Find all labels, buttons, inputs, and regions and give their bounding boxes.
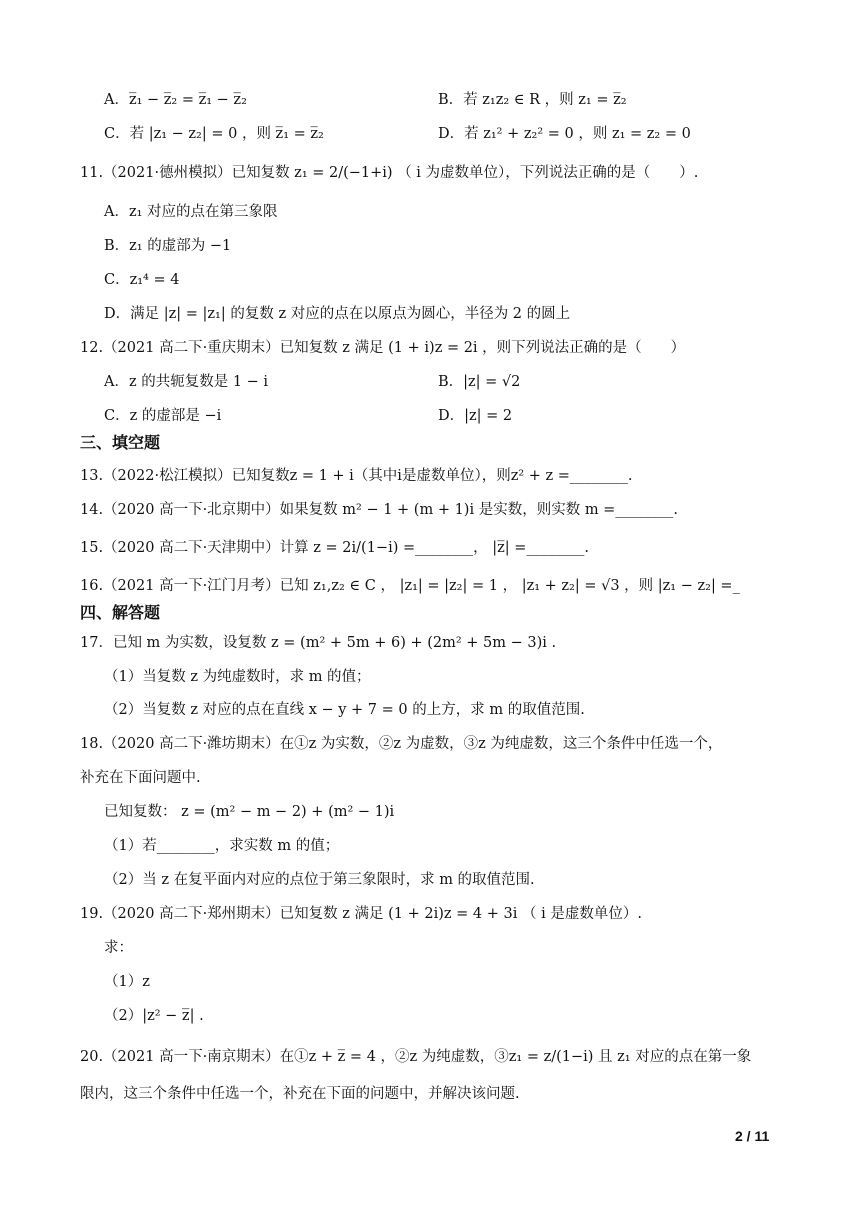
- question-17-part-2: （2）当复数 z 对应的点在直线 x − y + 7 = 0 的上方，求 m 的取值范围.: [104, 702, 585, 718]
- option-12b: B．|z| = √2: [438, 374, 521, 390]
- question-15: 15.（2020 高二下·天津期中）计算 z = 2i/(1−i) =________， |z̅| =________.: [80, 540, 590, 556]
- question-18-part-1: （1）若________，求实数 m 的值；: [104, 838, 340, 854]
- option-10d: D．若 z₁² + z₂² = 0 ，则 z₁ = z₂ = 0: [438, 126, 691, 142]
- question-13: 13.（2022·松江模拟）已知复数z = 1 + i（其中i是虚数单位），则z² + z =________.: [80, 468, 633, 484]
- question-19-part-2: （2）|z² − z̅| .: [104, 1008, 204, 1024]
- option-11a: A．z₁ 对应的点在第三象限: [104, 204, 278, 220]
- option-11b: B．z₁ 的虚部为 −1: [104, 238, 232, 254]
- option-12c: C．z 的虚部是 −i: [104, 408, 222, 424]
- option-12d: D．|z| = 2: [438, 408, 513, 424]
- question-18-part-2: （2）当 z 在复平面内对应的点位于第三象限时，求 m 的取值范围.: [104, 872, 535, 888]
- option-12a: A．z 的共轭复数是 1 − i: [104, 374, 269, 390]
- section-heading-answer: 四、解答题: [80, 603, 161, 622]
- question-19-ask: 求：: [104, 940, 133, 956]
- question-18-line-2: 补充在下面问题中.: [80, 770, 201, 786]
- option-10c: C．若 |z₁ − z₂| = 0 ，则 z̅₁ = z̅₂: [104, 126, 324, 142]
- question-16: 16.（2021 高一下·江门月考）已知 z₁,z₂ ∈ C ， |z₁| = |z₂| = 1 ， |z₁ + z₂| = √3 ，则 |z₁ − z₂| =_: [80, 578, 740, 594]
- question-17: 17．已知 m 为实数，设复数 z = (m² + 5m + 6) + (2m² + 5m − 3)i .: [80, 635, 557, 651]
- question-19-part-1: （1）z: [104, 974, 150, 990]
- section-heading-fill-blank: 三、填空题: [80, 433, 161, 452]
- page-number: 2 / 11: [735, 1128, 770, 1144]
- question-17-part-1: （1）当复数 z 为纯虚数时，求 m 的值；: [104, 669, 371, 685]
- option-10b: B．若 z₁z₂ ∈ R ，则 z₁ = z̅₂: [438, 92, 627, 108]
- question-20-line-2: 限内，这三个条件中任选一个，补充在下面的问题中，并解决该问题.: [80, 1086, 520, 1102]
- question-12: 12.（2021 高二下·重庆期末）已知复数 z 满足 (1 + i)z = 2i ，则下列说法正确的是（ ）: [80, 340, 686, 356]
- option-11c: C．z₁⁴ = 4: [104, 272, 180, 288]
- question-14: 14.（2020 高一下·北京期中）如果复数 m² − 1 + (m + 1)i 是实数，则实数 m =________.: [80, 502, 678, 518]
- question-18: 18.（2020 高二下·潍坊期末）在①z 为实数，②z 为虚数，③z 为纯虚数，这三个条件中任选一个，: [80, 736, 723, 752]
- question-18-given: 已知复数： z = (m² − m − 2) + (m² − 1)i: [104, 804, 395, 820]
- question-19: 19.（2020 高二下·郑州期末）已知复数 z 满足 (1 + 2i)z = 4 + 3i （ i 是虚数单位）.: [80, 906, 642, 922]
- question-20: 20.（2021 高一下·南京期末）在①z + z̅ = 4 ，②z 为纯虚数，③z₁ = z/(1−i) 且 z₁ 对应的点在第一象: [80, 1049, 752, 1065]
- question-11: 11.（2021·德州模拟）已知复数 z₁ = 2/(−1+i) （ i 为虚数单位），下列说法正确的是（ ）.: [80, 165, 699, 181]
- option-11d: D．满足 |z| = |z₁| 的复数 z 对应的点在以原点为圆心，半径为 2 的圆上: [104, 306, 571, 322]
- option-10a: A．z̅₁ − z̅₂ = z̅₁ − z̅₂: [104, 92, 247, 108]
